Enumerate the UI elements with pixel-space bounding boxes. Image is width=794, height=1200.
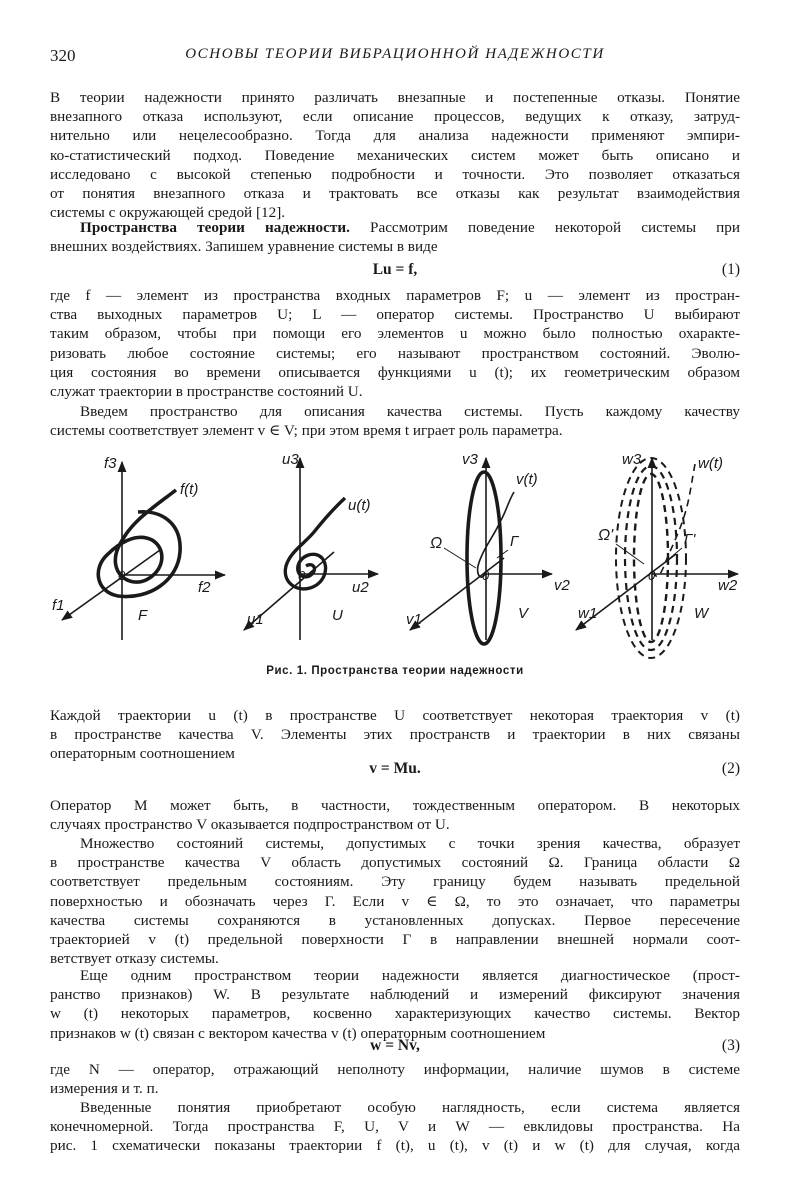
axis3-label: u3 xyxy=(282,451,299,468)
axis1-label: f1 xyxy=(52,597,65,614)
paragraph-operator-n xyxy=(50,1060,740,1098)
text-line: системы с окружающей средой [12]. xyxy=(50,204,286,222)
trajectory-curve xyxy=(285,498,345,589)
curve-label: v(t) xyxy=(516,471,538,488)
text-line: ветствует отказу системы. xyxy=(50,950,219,968)
equation-formula: w = Nv, xyxy=(370,1037,420,1054)
text-line: случаях пространство V оказывается подпространством от U. xyxy=(50,816,450,834)
text-line: соответствует предельным состояниям. Эту границу будем называть предельной xyxy=(50,873,740,891)
text-line: внешних воздействиях. Запишем уравнение системы в виде xyxy=(50,238,438,256)
origin-label: 0 xyxy=(298,568,306,583)
paragraph-admissible-states xyxy=(50,834,740,968)
curve-label: f(t) xyxy=(180,481,199,498)
paragraph-quality xyxy=(50,402,740,440)
space-label: V xyxy=(518,605,529,622)
heading-continuation: Рассмотрим поведение некоторой системы при xyxy=(349,219,740,236)
paragraph-finite-dimensional xyxy=(50,1098,740,1156)
region-label: Ω xyxy=(430,535,443,552)
axis1-label: u1 xyxy=(247,611,264,628)
limit-surface-inner-dashed xyxy=(634,474,668,642)
text-line: от понятия внезапного отказа и трактовать все отказы как результат взаимодействия xyxy=(50,185,740,203)
text-line: ризовать любое состояние системы; его называют пространством состояний. Эволю- xyxy=(50,344,740,362)
origin-label: 0 xyxy=(648,568,656,583)
running-header xyxy=(50,46,740,68)
curve-label: w(t) xyxy=(698,455,723,472)
text-line: операторным соотношением xyxy=(50,745,235,763)
panel-u xyxy=(244,451,378,640)
paragraph-trajectory-mapping xyxy=(50,706,740,764)
text-line: в пространстве качества V. Элементы этих пространств и траектории в них связаны xyxy=(50,726,740,744)
text-line: служат траектории в пространстве состояний U. xyxy=(50,383,363,401)
text-line: Каждой траектории u (t) в пространстве U соответствует некоторая траектория v (t) xyxy=(50,707,740,724)
text-line: Введем пространство для описания качества системы. Пусть каждому качеству xyxy=(80,403,740,420)
axis2-label: u2 xyxy=(352,579,369,596)
panel-v xyxy=(406,451,571,644)
equation-number: (3) xyxy=(721,1037,740,1054)
curve-label: u(t) xyxy=(348,497,371,514)
text-line: нительно или нецелесообразно. Тогда для анализа надежности применяют эмпири- xyxy=(50,127,740,145)
text-line: Оператор M может быть, в частности, тождественным оператором. В некоторых xyxy=(50,797,740,814)
text-line: ранство признаков) W. В результате наблюдений и измерений фиксируют значения xyxy=(50,986,740,1004)
page-number: 320 xyxy=(50,46,76,65)
text-line: где f — элемент из пространства входных параметров F; u — элемент из простран- xyxy=(50,287,740,304)
region-leader xyxy=(444,548,476,568)
text-line: Введенные понятия приобретают особую наглядность, если система является xyxy=(80,1099,740,1116)
axis1-arrow-icon xyxy=(410,558,504,630)
paragraph-failures xyxy=(50,88,740,222)
equation-formula: Lu = f, xyxy=(372,261,418,278)
text-line: где N — оператор, отражающий неполноту информации, наличие шумов в системе xyxy=(50,1061,740,1078)
text-line: ства выходных параметров U; L — оператор системы. Пространство U выбирают xyxy=(50,306,740,324)
axis2-label: v2 xyxy=(554,577,570,594)
space-label: F xyxy=(138,607,148,624)
origin-label: 0 xyxy=(118,568,126,583)
trajectory-curve xyxy=(98,490,180,597)
text-line: ция состояния во времени описывается функциями u (t); их геометрическим образом xyxy=(50,363,740,381)
text-line: w (t) некоторых параметров, косвенно характеризующих качество системы. Вектор xyxy=(50,1005,740,1023)
text-line: исследовано с высокой степенью подробности и точности. Это позволяет отказаться xyxy=(50,165,740,183)
axis3-label: v3 xyxy=(462,451,478,468)
axis3-label: f3 xyxy=(104,455,117,472)
paragraph-operator-m xyxy=(50,796,740,834)
boundary-label: Γ' xyxy=(684,531,696,548)
axis2-label: w2 xyxy=(718,577,738,594)
figure-spaces xyxy=(0,440,794,660)
text-line: траекторией v (t) предельной поверхности Γ в направлении внешней нормали соот- xyxy=(50,931,740,949)
text-line: качества системы сохраняются в установленных допусках. Первое пересечение xyxy=(50,911,740,929)
space-label: U xyxy=(332,607,343,624)
equation-3 xyxy=(50,1037,740,1057)
running-title: ОСНОВЫ ТЕОРИИ ВИБРАЦИОННОЙ НАДЕЖНОСТИ xyxy=(185,46,605,62)
text-line: Еще одним пространством теории надежности является диагностическое (прост- xyxy=(80,967,740,984)
equation-number: (1) xyxy=(721,261,740,278)
text-line: внезапного отказа используют, если описание процессов, ведущих к отказу, затруд- xyxy=(50,108,740,126)
origin-label: 0 xyxy=(482,568,490,583)
text-line: измерения и т. п. xyxy=(50,1080,159,1098)
text-line: поверхностью и обозначать через Γ. Если v ∈ Ω, то это означает, что параметры xyxy=(50,892,740,910)
text-line: системы соответствует элемент v ∈ V; при этом время t играет роль параметра. xyxy=(50,422,563,440)
equation-number: (2) xyxy=(721,760,740,777)
boundary-label: Γ xyxy=(510,533,519,550)
text-line-with-heading xyxy=(50,218,740,237)
region-leader xyxy=(616,544,644,564)
paragraph-diagnostic-space xyxy=(50,966,740,1043)
text-line: ко-статистический подход. Поведение механических систем может быть описано и xyxy=(50,146,740,164)
figure-caption: Рис. 1. Пространства теории надежности xyxy=(266,665,524,677)
space-label: W xyxy=(694,605,709,622)
text-line: в пространстве качества V область допустимых состояний Ω. Граница области Ω xyxy=(50,854,740,872)
axis2-label: f2 xyxy=(198,579,211,596)
paragraph-spaces xyxy=(50,218,740,256)
text-line: признаков w (t) связан с вектором качества v (t) операторным соотношением xyxy=(50,1024,546,1042)
limit-surface-ellipse xyxy=(467,472,501,644)
axis1-label: w1 xyxy=(578,605,598,622)
panel-f xyxy=(52,455,225,640)
equation-1 xyxy=(50,261,740,281)
text-line: В теории надежности принято различать внезапные и постепенные отказы. Понятие xyxy=(50,89,740,106)
limit-surface-outer-dashed xyxy=(616,458,686,658)
region-label: Ω' xyxy=(598,527,614,544)
text-line: рис. 1 схематически показаны траектории f (t), u (t), v (t) и w (t) для случая, когда xyxy=(50,1137,740,1155)
axis1-label: v1 xyxy=(406,611,422,628)
section-heading: Пространства теории надежности. xyxy=(80,219,350,236)
equation-formula: v = Mu. xyxy=(369,760,421,777)
paragraph-state-space xyxy=(50,286,740,401)
axis3-label: w3 xyxy=(622,451,642,468)
text-line: конечномерной. Тогда пространства F, U, V и W — евклидовы пространства. На xyxy=(50,1118,740,1136)
text-line: таким образом, чтобы при помощи его элементов u можно было полностью охаракте- xyxy=(50,325,740,343)
text-line: Множество состояний системы, допустимых с точки зрения качества, образует xyxy=(80,835,740,852)
panel-w xyxy=(576,451,738,658)
equation-2 xyxy=(50,760,740,780)
